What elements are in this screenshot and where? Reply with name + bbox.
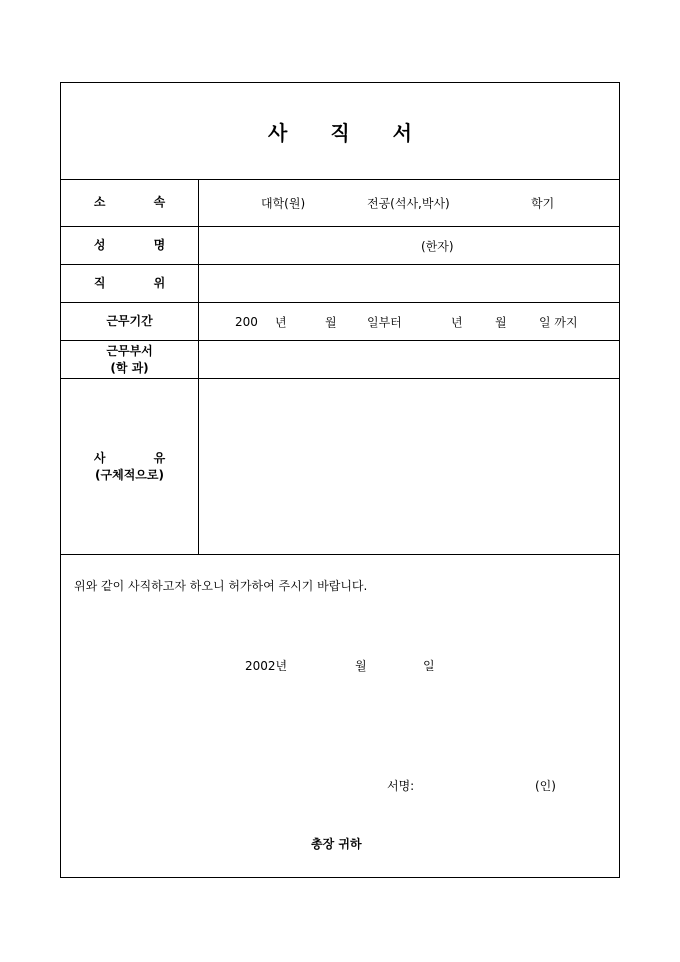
period-label: 근무기간 [106, 314, 153, 328]
department-label-cell [61, 341, 199, 378]
department-label-line2: (학 과) [110, 360, 149, 375]
addressee: 총장 귀하 [311, 837, 362, 851]
from-label: 일부터 [367, 315, 402, 329]
start-year: 200 [235, 314, 258, 329]
reason-row [61, 379, 619, 555]
until-label: 일 까지 [539, 315, 578, 329]
period-row [61, 303, 619, 341]
university-label: 대학(원) [261, 196, 306, 210]
affiliation-field[interactable] [199, 179, 619, 226]
name-label: 성 명 [93, 238, 188, 252]
date-year: 2002년 [245, 659, 288, 673]
period-label-cell [61, 303, 199, 340]
hanja-label: (한자) [421, 239, 454, 253]
affiliation-row [61, 179, 619, 227]
end-year-unit: 년 [451, 315, 463, 329]
name-field[interactable] [199, 227, 619, 264]
period-field[interactable] [199, 303, 619, 340]
statement-text: 위와 같이 사직하고자 하오니 허가하여 주시기 바랍니다. [74, 579, 368, 593]
name-label-cell [61, 227, 199, 264]
title-row [61, 83, 619, 180]
end-month-unit: 월 [495, 315, 507, 329]
affiliation-label-cell [61, 179, 199, 226]
seal-label: (인) [535, 779, 556, 793]
position-label-cell [61, 265, 199, 302]
affiliation-label: 소 속 [93, 195, 188, 209]
department-field[interactable] [199, 341, 619, 378]
department-label-line1: 근무부서 [106, 343, 153, 358]
start-month-unit: 월 [325, 315, 337, 329]
position-label: 직 위 [93, 276, 188, 290]
reason-label-line2: (구체적으로) [95, 467, 164, 482]
reason-label-line1: 사 유 [93, 450, 188, 465]
name-row [61, 227, 619, 265]
position-row [61, 265, 619, 303]
position-field[interactable] [199, 265, 619, 302]
reason-field[interactable] [199, 379, 619, 554]
date-month: 월 [355, 659, 367, 673]
semester-label: 학기 [531, 196, 555, 210]
major-label: 전공(석사,박사) [367, 196, 450, 210]
date-day: 일 [423, 659, 435, 673]
signature-label: 서명: [387, 779, 415, 793]
start-year-unit: 년 [275, 315, 287, 329]
department-row [61, 341, 619, 379]
reason-label-cell [61, 379, 199, 554]
form-title: 사 직 서 [268, 120, 430, 145]
resignation-form [60, 82, 620, 878]
